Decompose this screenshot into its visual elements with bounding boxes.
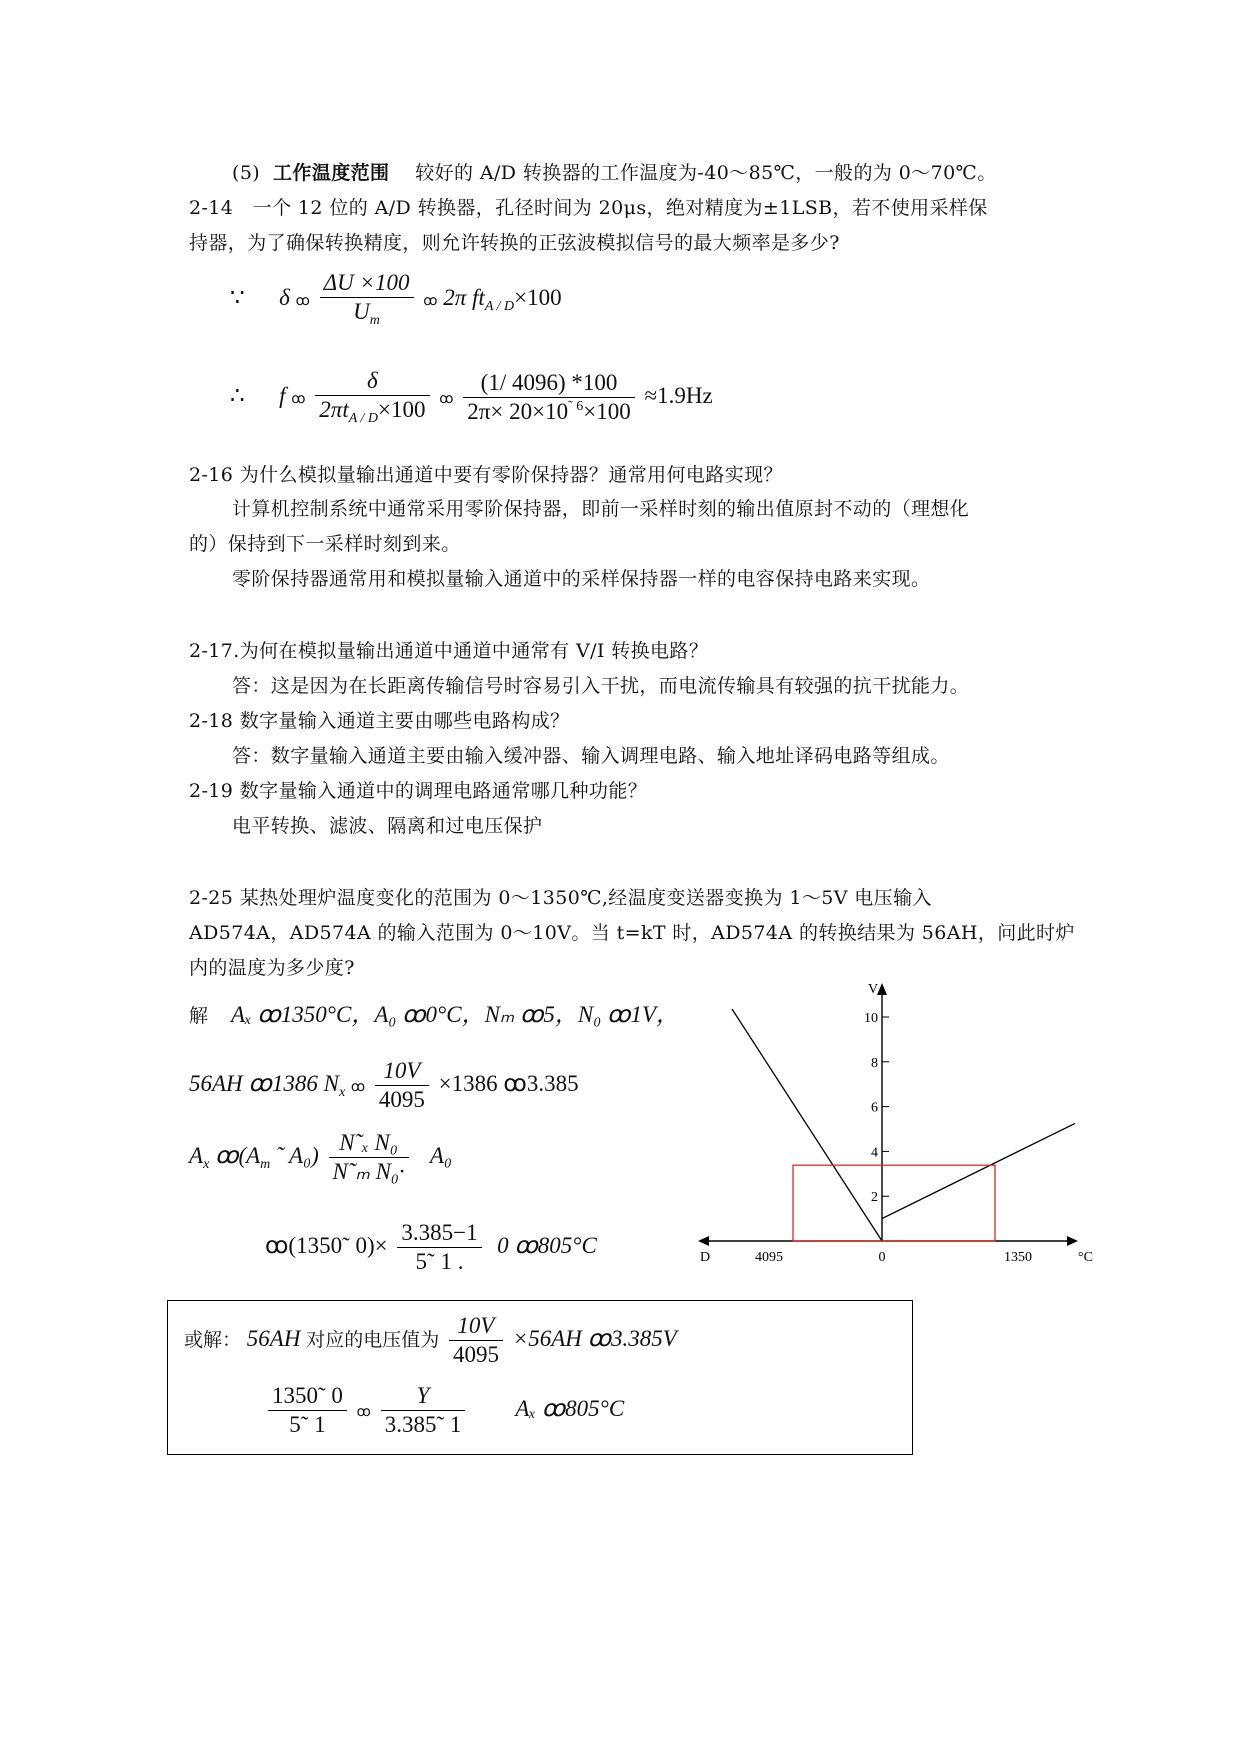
eq1-sym: ꝏ [295,293,310,309]
eq2-f1-den-b: ×100 [378,397,426,422]
eq2-sym: ꝏ [291,391,306,407]
alt-l2-fraction2 [381,1383,466,1438]
sol2-num: 10V [375,1058,429,1086]
q218-line1: 2-18 数字量输入通道主要由哪些电路构成？ [189,710,570,732]
sol3-num: N˜ₓ N₀ [329,1130,409,1158]
alt-l1-c: ×56AH ꝏ3.385V [512,1325,677,1351]
eq1-rhs: 2π ft [443,284,485,310]
sol4-b: 0 ꝏ805°C [497,1232,597,1258]
p5-line [232,158,997,185]
x-axis-arrow-left [698,1236,709,1246]
y-tick-label: 4 [871,1145,878,1161]
eq2-f2-den-b: ×100 [583,399,631,424]
eq2-result: ≈1.9Hz [644,382,713,408]
sol1-text: Aₓ ꝏ1350°C，A₀ ꝏ0°C，Nₘ ꝏ5，N₀ ꝏ1V， [231,1002,679,1027]
x-tick-label-origin: 0 [878,1250,886,1265]
sol2-b: ꝏ [350,1079,366,1095]
eq1-num: ΔU ×100 [320,270,414,298]
x-tick-label-right: 1350 [1004,1250,1032,1265]
result-box [793,1165,995,1241]
q225-sol2 [189,1058,579,1113]
eq2-fraction1 [315,368,429,427]
alt-label: 或解： [184,1328,242,1351]
x-tick-label-left-end: D [700,1250,711,1265]
y-tick-label: 8 [871,1055,878,1071]
eq2-f2-den: 2π× 20×10 [467,399,569,424]
y-tick-label: 10 [864,1011,878,1026]
alt-l1-num: 10V [449,1313,503,1341]
q214-line2: 持器，为了确保转换精度，则允许转换的正弦波模拟信号的最大频率是多少? [189,232,840,254]
sol3-c: ˜ A₀) [276,1142,319,1168]
x-tick-label-left: 4095 [755,1250,783,1265]
alt-l1-a: 56AH [246,1325,301,1351]
sol3-den: N˜ₘ N₀· [332,1159,405,1184]
p5-text: 较好的 A/D 转换器的工作温度为-40～85℃，一般的为 0～70℃。 [415,162,997,184]
alt-l1-fraction [449,1313,503,1368]
q225-line2: AD574A，AD574A 的输入范围为 0～10V。当 t=kT 时，AD574A 的转换结果为 56AH，问此时炉 [189,922,1075,944]
sol-label: 解 [189,1005,209,1027]
sol3-sub: x [203,1156,210,1172]
alt-l1-den: 4095 [452,1342,499,1367]
sol2-c: ×1386 ꝏ3.385 [438,1070,579,1096]
sol3-a: A [189,1142,204,1168]
temperature-voltage-line [882,1123,1075,1218]
y-tick-label: 6 [871,1100,878,1116]
y-axis-arrow [877,983,887,995]
sol3-d: A₀ [429,1142,452,1168]
sol3-fraction [329,1130,409,1185]
q217-line2: 答：这是因为在长距离传输信号时容易引入干扰，而电流传输具有较强的抗干扰能力。 [232,675,970,697]
q225-line1: 2-25 某热处理炉温度变化的范围为 0～1350℃,经温度变送器变换为 1～5V 电压输入 [189,887,932,909]
alt-l2-den2: 3.385˜ 1 [384,1412,462,1437]
y-tick-label: 2 [871,1190,878,1206]
p5-prefix: (5) [232,162,261,184]
x-axis-arrow [1067,1236,1078,1246]
sol2-a: 56AH ꝏ1386 N [189,1070,339,1096]
q225-line3: 内的温度为多少度? [189,957,355,979]
counts-line [732,1009,882,1241]
sol4-fraction [397,1220,481,1275]
temperature-voltage-graph [690,975,1140,1290]
because-symbol: ∵ [230,284,245,310]
sol2-den: 4095 [378,1087,425,1112]
q214-eq1 [230,270,562,329]
q217-line1: 2-17.为何在模拟量输出通道中通道中通常有 V/I 转换电路？ [189,640,709,662]
sol3-b: ꝏ(A [215,1142,261,1168]
eq1-rhs-sub: A / D [484,298,515,314]
eq1-den: U [353,299,370,324]
alt-l2-res: Aₓ ꝏ805°C [515,1395,625,1421]
q216-line3: 的）保持到下一采样时刻到来。 [189,533,461,555]
p5-title: 工作温度范围 [273,162,390,184]
alt-l2-num2: Y [381,1383,466,1411]
eq2-lhs: f [279,382,286,408]
alt-l2-den1: 5˜ 1 [289,1412,326,1437]
alt-l2-sym: ꝏ [356,1404,371,1420]
eq2-f2-den-sup: ˜ 6 [568,399,584,414]
eq1-sym2: ꝏ [423,293,438,309]
eq2-sym2: ꝏ [439,391,454,407]
eq2-fraction2 [463,370,634,425]
eq2-f1-den-sub: A / D [348,411,379,426]
q225-sol3 [189,1130,452,1185]
eq1-den-sub: m [369,313,380,328]
sol2-sub: x [338,1084,346,1100]
q218-line2: 答：数字量输入通道主要由输入缓冲器、输入调理电路、输入地址译码电路等组成。 [232,745,950,767]
q216-line4: 零阶保持器通常用和模拟量输入通道中的采样保持器一样的电容保持电路来实现。 [232,568,931,590]
q214-eq2 [230,368,713,427]
eq2-f1-num: δ [315,368,429,396]
sol2-fraction [375,1058,429,1113]
sol4-num: 3.385−1 [397,1220,481,1248]
eq2-f2-num: (1/ 4096) *100 [463,370,634,398]
alt-l2-fraction1 [268,1383,347,1438]
q216-line2: 计算机控制系统中通常采用零阶保持器，即前一采样时刻的输出值原封不动的（理想化 [232,498,970,520]
alt-l1-b: 对应的电压值为 [306,1328,440,1351]
eq1-lhs: δ [279,284,290,310]
therefore-symbol: ∴ [230,382,245,408]
q225-sol1 [189,996,679,1029]
sol4-den: 5˜ 1 . [415,1249,464,1274]
sol4-a: ꝏ(1350˜ 0)× [265,1232,388,1258]
alt-l2-num1: 1350˜ 0 [268,1383,347,1411]
eq2-f1-den: 2πt [319,397,349,422]
sol3-sub2: m [260,1156,271,1172]
q225-sol4 [265,1220,597,1275]
q216-line1: 2-16 为什么模拟量输出通道中要有零阶保持器？通常用何电路实现？ [189,464,783,486]
q219-line2: 电平转换、滤波、隔离和过电压保护 [232,815,543,837]
q219-line1: 2-19 数字量输入通道中的调理电路通常哪几种功能？ [189,780,648,802]
eq1-fraction [320,270,414,329]
alt-line1 [184,1313,677,1368]
alt-line2 [264,1383,624,1438]
q214-line1: 2-14 一个 12 位的 A/D 转换器，孔径时间为 20μs，绝对精度为±1LSB，若不使用采样保 [189,197,988,219]
x-axis-label: °C [1078,1250,1093,1265]
eq1-rhs-b: ×100 [514,284,562,310]
alt-solution-box [167,1300,913,1455]
y-axis-label: V [868,982,879,997]
